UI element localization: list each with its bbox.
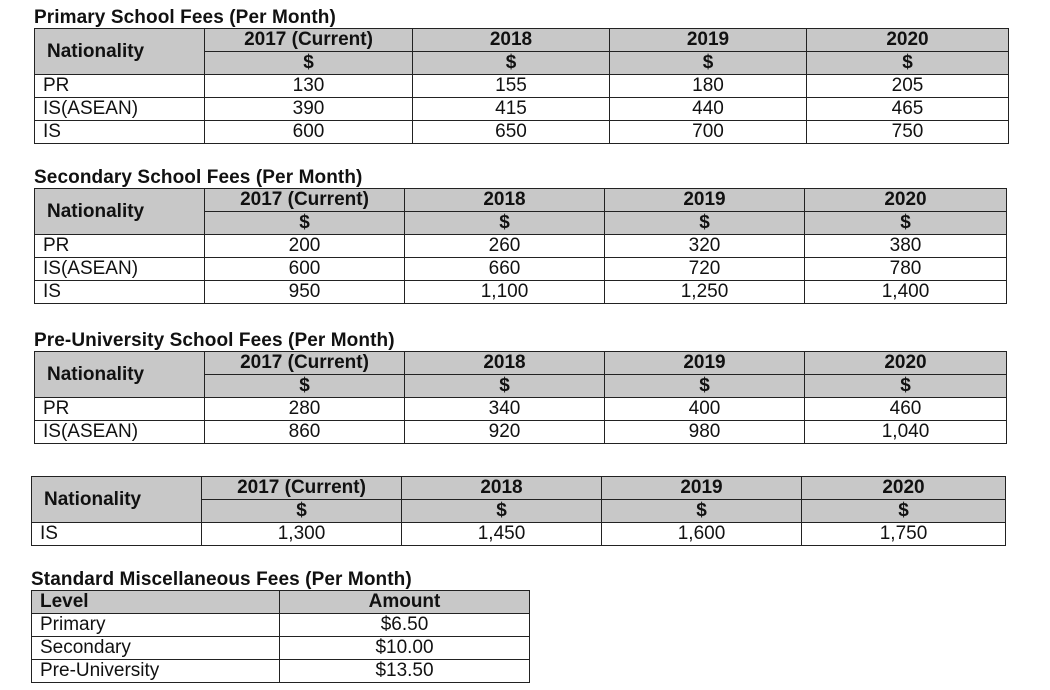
fee-cell: 950 — [205, 281, 405, 304]
year-header: 2017 (Current) — [205, 29, 413, 52]
currency-header: $ — [202, 500, 402, 523]
fee-cell: 720 — [605, 258, 805, 281]
year-header: 2019 — [602, 477, 802, 500]
table-row — [35, 75, 1009, 98]
table-row — [35, 421, 1007, 444]
currency-header: $ — [602, 500, 802, 523]
year-header: 2017 (Current) — [205, 189, 405, 212]
fee-cell: 700 — [610, 121, 807, 144]
currency-header: $ — [405, 375, 605, 398]
amount-cell: $13.50 — [280, 660, 530, 683]
fee-cell: 155 — [413, 75, 610, 98]
currency-header: $ — [605, 212, 805, 235]
primary-fees-table — [34, 28, 1009, 144]
currency-header: $ — [205, 212, 405, 235]
fee-cell: 280 — [205, 398, 405, 421]
year-header: 2019 — [605, 352, 805, 375]
nationality-cell: PR — [35, 75, 205, 98]
year-header: 2017 (Current) — [205, 352, 405, 375]
amount-cell: $10.00 — [280, 637, 530, 660]
table-row — [35, 235, 1007, 258]
preuniversity-fees-section — [34, 331, 1007, 444]
fee-cell: 1,100 — [405, 281, 605, 304]
fee-cell: 130 — [205, 75, 413, 98]
currency-header: $ — [610, 52, 807, 75]
currency-header: $ — [805, 212, 1007, 235]
fee-cell: 1,600 — [602, 523, 802, 546]
currency-header: $ — [807, 52, 1009, 75]
secondary-fees-title: Secondary School Fees (Per Month) — [34, 167, 363, 188]
fee-cell: 400 — [605, 398, 805, 421]
fee-cell: 205 — [807, 75, 1009, 98]
secondary-fees-section — [34, 168, 1007, 304]
table-row — [32, 523, 1006, 546]
primary-fees-section — [34, 8, 1009, 144]
fee-cell: 920 — [405, 421, 605, 444]
nationality-header: Nationality — [32, 477, 202, 523]
fee-cell: 1,300 — [202, 523, 402, 546]
fee-cell: 460 — [805, 398, 1007, 421]
misc-fees-section — [31, 570, 530, 683]
preuniversity-fees-table — [34, 351, 1007, 444]
year-header: 2017 (Current) — [202, 477, 402, 500]
fee-cell: 750 — [807, 121, 1009, 144]
primary-fees-title: Primary School Fees (Per Month) — [34, 7, 336, 28]
fee-cell: 660 — [405, 258, 605, 281]
nationality-cell: IS — [35, 281, 205, 304]
nationality-header: Nationality — [35, 29, 205, 75]
currency-header: $ — [205, 52, 413, 75]
year-header: 2018 — [405, 189, 605, 212]
nationality-cell: IS — [32, 523, 202, 546]
year-header: 2019 — [610, 29, 807, 52]
fee-cell: 1,400 — [805, 281, 1007, 304]
misc-fees-table — [31, 590, 530, 683]
fee-cell: 465 — [807, 98, 1009, 121]
year-header: 2020 — [802, 477, 1006, 500]
nationality-header: Nationality — [35, 352, 205, 398]
year-header: 2019 — [605, 189, 805, 212]
fee-cell: 1,450 — [402, 523, 602, 546]
fee-cell: 1,250 — [605, 281, 805, 304]
table-row — [35, 281, 1007, 304]
fee-cell: 320 — [605, 235, 805, 258]
table-row — [35, 258, 1007, 281]
nationality-cell: IS(ASEAN) — [35, 258, 205, 281]
nationality-cell: PR — [35, 398, 205, 421]
nationality-cell: PR — [35, 235, 205, 258]
fee-cell: 1,040 — [805, 421, 1007, 444]
fee-cell: 1,750 — [802, 523, 1006, 546]
fee-cell: 780 — [805, 258, 1007, 281]
amount-cell: $6.50 — [280, 614, 530, 637]
year-header: 2018 — [405, 352, 605, 375]
level-header: Level — [32, 591, 280, 614]
fee-cell: 380 — [805, 235, 1007, 258]
secondary-fees-table — [34, 188, 1007, 304]
preuniversity-is-section — [31, 476, 1006, 546]
fee-cell: 980 — [605, 421, 805, 444]
preuniversity-is-table — [31, 476, 1006, 546]
currency-header: $ — [405, 212, 605, 235]
currency-header: $ — [805, 375, 1007, 398]
nationality-cell: IS(ASEAN) — [35, 98, 205, 121]
currency-header: $ — [402, 500, 602, 523]
year-header: 2020 — [805, 189, 1007, 212]
currency-header: $ — [205, 375, 405, 398]
table-row — [32, 614, 530, 637]
level-cell: Secondary — [32, 637, 280, 660]
currency-header: $ — [413, 52, 610, 75]
fee-cell: 860 — [205, 421, 405, 444]
amount-header: Amount — [280, 591, 530, 614]
table-row — [35, 398, 1007, 421]
fee-cell: 600 — [205, 258, 405, 281]
year-header: 2020 — [805, 352, 1007, 375]
nationality-header: Nationality — [35, 189, 205, 235]
fee-cell: 260 — [405, 235, 605, 258]
year-header: 2020 — [807, 29, 1009, 52]
fee-cell: 390 — [205, 98, 413, 121]
currency-header: $ — [605, 375, 805, 398]
fee-cell: 650 — [413, 121, 610, 144]
fee-cell: 200 — [205, 235, 405, 258]
fee-cell: 600 — [205, 121, 413, 144]
preuniversity-fees-title: Pre-University School Fees (Per Month) — [34, 330, 395, 351]
table-row — [32, 660, 530, 683]
level-cell: Pre-University — [32, 660, 280, 683]
fee-cell: 340 — [405, 398, 605, 421]
nationality-cell: IS — [35, 121, 205, 144]
nationality-cell: IS(ASEAN) — [35, 421, 205, 444]
year-header: 2018 — [402, 477, 602, 500]
currency-header: $ — [802, 500, 1006, 523]
fee-cell: 180 — [610, 75, 807, 98]
level-cell: Primary — [32, 614, 280, 637]
table-row — [35, 98, 1009, 121]
misc-fees-title: Standard Miscellaneous Fees (Per Month) — [31, 569, 412, 590]
table-row — [32, 637, 530, 660]
fee-cell: 415 — [413, 98, 610, 121]
table-row — [35, 121, 1009, 144]
fee-cell: 440 — [610, 98, 807, 121]
year-header: 2018 — [413, 29, 610, 52]
